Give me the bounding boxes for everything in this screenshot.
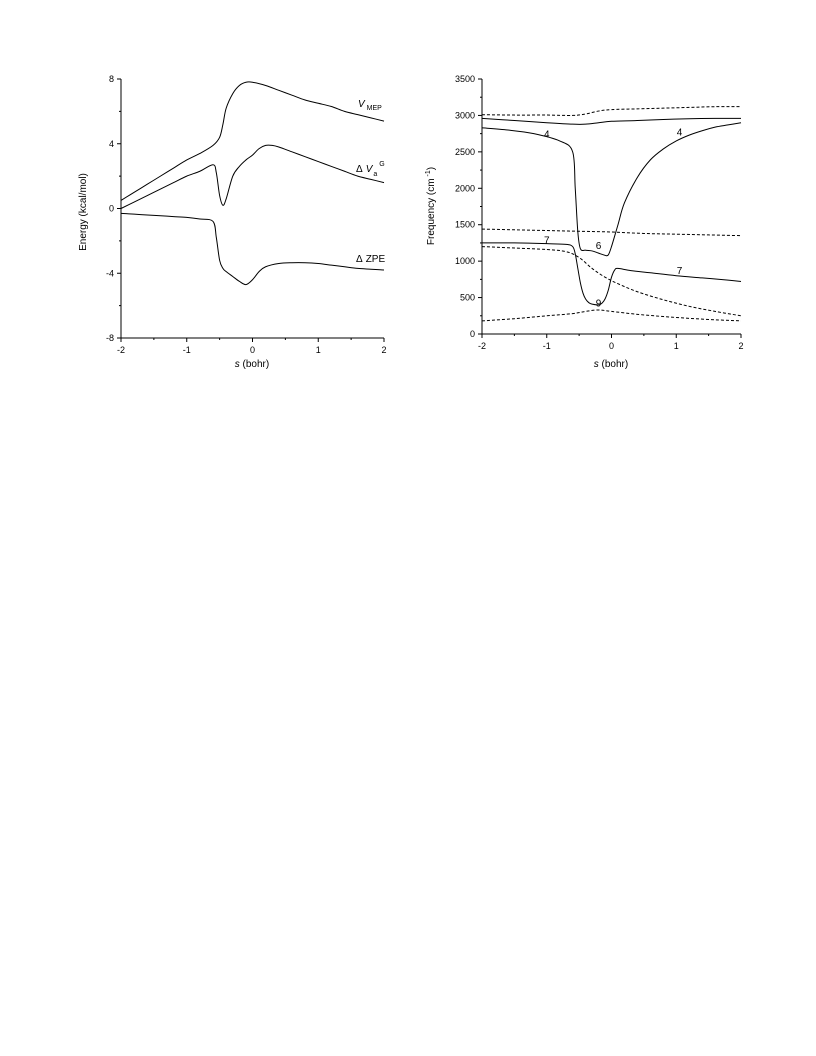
frequency-y-axis-sup: -1 — [425, 170, 432, 179]
energy-series-line-2 — [121, 213, 384, 284]
energy-chart — [78, 74, 387, 370]
frequency-x-tick-label: 1 — [673, 341, 679, 351]
label-delta-zpe-prefix: Δ — [356, 254, 363, 265]
label-delta-va-g-sub: a — [373, 171, 378, 178]
frequency-y-tick-label: 0 — [469, 329, 475, 339]
energy-y-tick-label: 4 — [108, 138, 114, 149]
energy-x-axis-label — [235, 359, 269, 370]
energy-x-tick-label: 2 — [381, 345, 387, 355]
label-delta-va-g-prefix: Δ — [356, 164, 363, 175]
frequency-y-tick-label: 500 — [459, 292, 475, 303]
frequency-x-tick-label: 2 — [738, 341, 744, 351]
frequency-mode-label: 4 — [543, 129, 550, 141]
frequency-y-tick-label: 2500 — [454, 146, 475, 157]
frequency-x-tick-label: -1 — [542, 341, 551, 351]
frequency-x-tick-label: 0 — [608, 341, 615, 351]
energy-x-axis-symbol: s — [234, 359, 240, 370]
frequency-y-tick-label: 3000 — [454, 110, 475, 121]
energy-y-tick-label: -8 — [105, 333, 114, 343]
label-vmep-sub: MEP — [366, 105, 382, 112]
energy-y-tick-label: 0 — [108, 203, 114, 214]
frequency-series-line-1 — [482, 118, 741, 124]
energy-y-axis-label: Energy (kcal/mol) — [78, 173, 89, 251]
frequency-y-tick-label: 2000 — [454, 183, 475, 194]
frequency-chart — [425, 74, 744, 370]
frequency-y-tick-label: 1000 — [454, 256, 475, 267]
energy-x-tick-label: -2 — [116, 345, 126, 355]
label-vmep-main: V — [358, 99, 365, 110]
energy-axes — [106, 74, 387, 355]
frequency-mode-label: 9 — [595, 298, 602, 310]
label-delta-va-g-main: V — [365, 164, 373, 175]
frequency-series-line-3 — [482, 229, 741, 236]
frequency-x-axis-symbol: s — [593, 359, 599, 370]
frequency-series-line-6 — [482, 310, 741, 321]
frequency-annotations — [544, 127, 683, 309]
label-delta-va-g-sup: G — [379, 161, 385, 168]
energy-x-axis-unit: (bohr) — [239, 359, 270, 370]
energy-y-tick-label: -4 — [105, 268, 114, 279]
energy-y-tick-label: 8 — [108, 74, 114, 84]
frequency-mode-label: 4 — [676, 127, 683, 139]
energy-x-tick-label: -1 — [182, 345, 191, 355]
frequency-y-axis-close: ) — [426, 166, 437, 171]
frequency-mode-label: 7 — [676, 265, 683, 277]
frequency-series — [482, 107, 741, 321]
frequency-x-axis-unit: (bohr) — [598, 359, 629, 370]
frequency-mode-label: 6 — [595, 241, 602, 253]
energy-series — [121, 82, 384, 285]
label-delta-zpe-main: ZPE — [365, 254, 386, 265]
frequency-y-axis-label — [425, 167, 437, 245]
label-vmep — [358, 99, 382, 112]
frequency-y-tick-label: 3500 — [454, 74, 475, 84]
frequency-y-axis-text: Frequency (cm — [426, 178, 437, 246]
frequency-series-line-4 — [482, 243, 741, 305]
frequency-mode-label: 7 — [543, 235, 550, 247]
energy-x-tick-label: 0 — [249, 345, 256, 355]
energy-series-line-1 — [121, 145, 384, 208]
frequency-series-line-5 — [482, 247, 741, 316]
frequency-x-axis-label — [594, 359, 628, 370]
frequency-series-line-0 — [482, 107, 741, 116]
energy-x-tick-label: 1 — [315, 345, 321, 355]
frequency-x-tick-label: -2 — [477, 341, 487, 351]
frequency-y-tick-label: 1500 — [454, 219, 475, 230]
energy-series-line-0 — [121, 82, 384, 201]
label-delta-zpe — [356, 254, 385, 265]
label-delta-va-g — [356, 161, 385, 178]
frequency-series-line-2 — [482, 123, 741, 256]
